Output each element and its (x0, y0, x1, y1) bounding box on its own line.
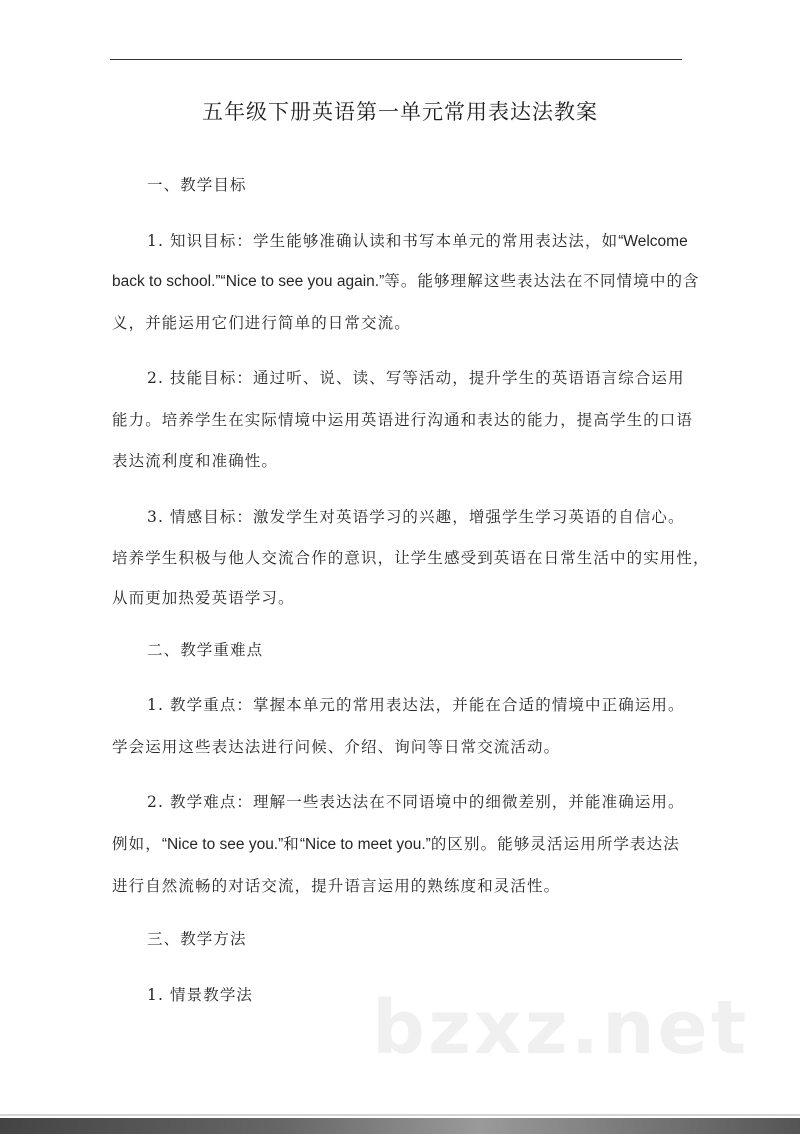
paragraph-line: 培养学生积极与他人交流合作的意识，让学生感受到英语在日常生活中的实用性， (112, 549, 710, 567)
text-span: 例如， (112, 835, 162, 853)
english-phrase: “Welcome (618, 233, 688, 250)
paragraph-line (112, 832, 680, 854)
paragraph-line: 2. 教学难点：理解一些表达法在不同语境中的细微差别，并能准确运用。 (147, 793, 685, 811)
paragraph-line: 义，并能运用它们进行简单的日常交流。 (112, 314, 411, 332)
footer-bar (0, 1118, 800, 1134)
list-item: 1. 情景教学法 (147, 986, 254, 1004)
paragraph-line: 从而更加热爱英语学习。 (112, 589, 295, 607)
paragraph-line: 3. 情感目标：激发学生对英语学习的兴趣，增强学生学习英语的自信心。 (147, 508, 685, 526)
paragraph-line: 学会运用这些表达法进行问候、介绍、询问等日常交流活动。 (112, 738, 561, 756)
text-span: 等。能够理解这些表达法在不同情境中的含 (384, 272, 700, 290)
text-span: 和 (283, 835, 300, 853)
document-title: 五年级下册英语第一单元常用表达法教案 (202, 100, 598, 124)
paragraph-line: 表达流利度和准确性。 (112, 452, 279, 470)
paragraph-line: 1. 教学重点：掌握本单元的常用表达法，并能在合适的情境中正确运用。 (147, 696, 685, 714)
section-heading-methods: 三、教学方法 (147, 930, 247, 948)
english-phrase: “Nice to meet you.” (299, 836, 431, 853)
english-phrase: “Nice to see you.” (161, 836, 284, 853)
footer-divider (0, 1114, 800, 1116)
header-rule (110, 59, 682, 60)
watermark: bzxz.net (372, 985, 750, 1071)
text-span: 的区别。能够灵活运用所学表达法 (430, 835, 680, 853)
section-heading-key-points: 二、教学重难点 (147, 641, 264, 659)
paragraph-line: 进行自然流畅的对话交流，提升语言运用的熟练度和灵活性。 (112, 877, 561, 895)
text-span: 1. 知识目标：学生能够准确认读和书写本单元的常用表达法，如 (147, 232, 619, 250)
section-heading-objectives: 一、教学目标 (147, 176, 247, 194)
paragraph-line (112, 269, 700, 291)
english-phrase: back to school.”“Nice to see you again.” (112, 273, 385, 290)
paragraph-line: 能力。培养学生在实际情境中运用英语进行沟通和表达的能力，提高学生的口语 (112, 411, 694, 429)
paragraph-line (147, 229, 688, 251)
paragraph-line: 2. 技能目标：通过听、说、读、写等活动，提升学生的英语语言综合运用 (147, 369, 685, 387)
